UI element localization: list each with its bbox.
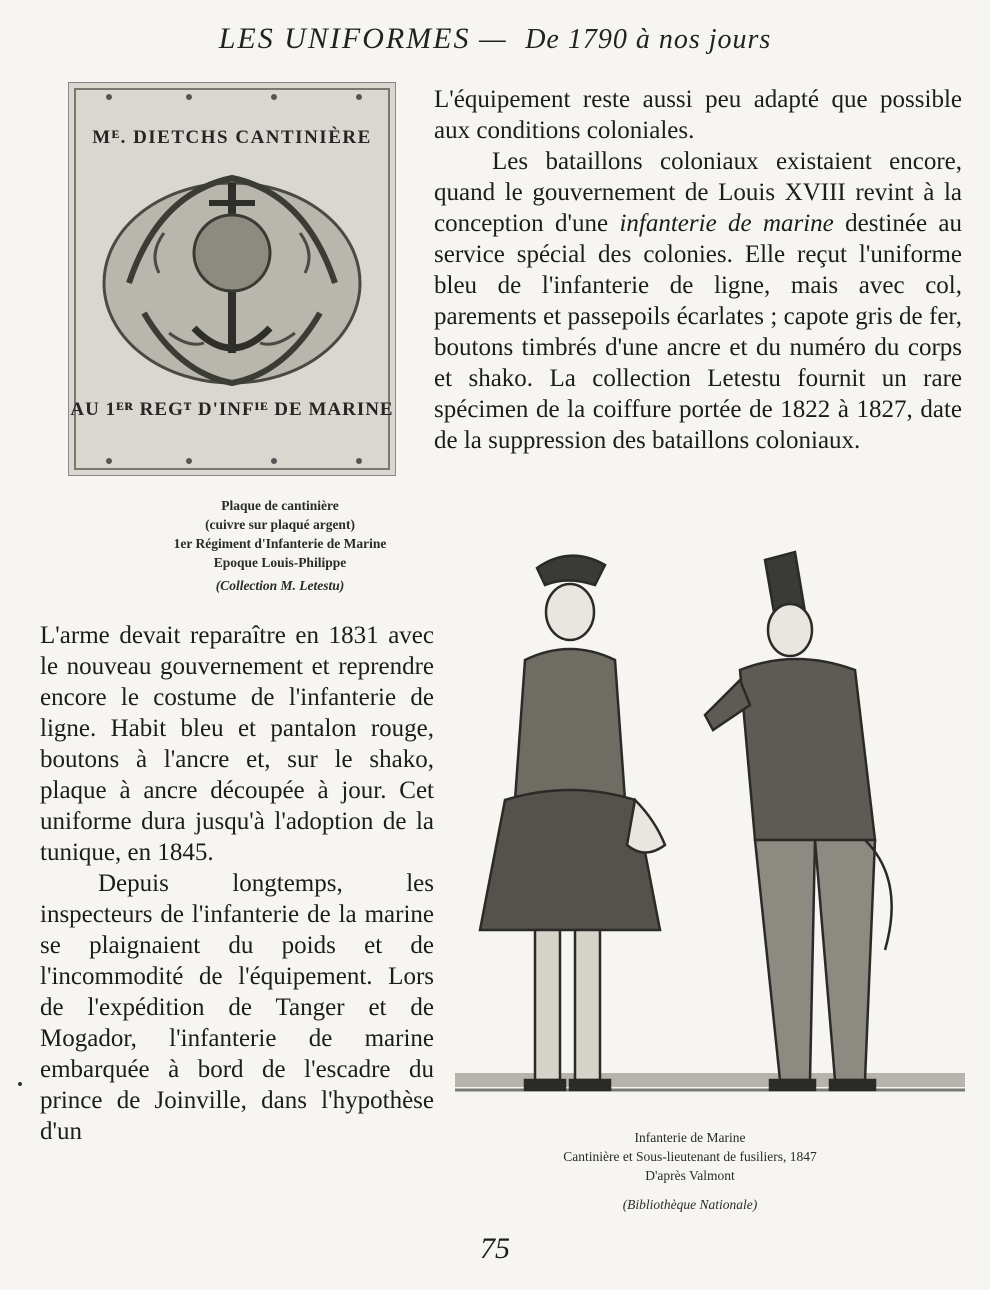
header-title: LES UNIFORMES [218, 22, 471, 55]
illustration-caption-source: (Bibliothèque Nationale) [622, 1197, 758, 1212]
paragraph [434, 146, 962, 456]
paragraph-text: destinée au service spécial des colonies. Elle reçut l'uniforme bleu de l'infanterie de ligne, mais avec col, parements et passepoils écarlates ; capote gris de fer, boutons timbrés d'une ancre et du numéro du corps et shako. La collection Letestu fournit un rare spécimen de la coiffure portée de 1822 à 1827, date de la suppression des bataillons coloniaux. [434, 210, 962, 454]
plate-caption-line: Epoque Louis-Philippe [213, 555, 347, 570]
plate-top-inscription: Mᴱ. DIETCHS CANTINIÈRE [92, 127, 372, 148]
plate-caption-source: (Collection M. Letestu) [215, 578, 345, 593]
right-text-column [434, 84, 962, 456]
soldiers-illustration [455, 540, 965, 1120]
margin-mark [18, 1082, 22, 1086]
illustration-caption-line: D'après Valmont [645, 1168, 735, 1183]
plate-caption-line: Plaque de cantinière [221, 498, 339, 513]
illustration-caption [470, 1128, 910, 1214]
running-header [0, 22, 990, 56]
header-dash: — [479, 22, 507, 55]
cantiniere-plate-image [68, 82, 396, 476]
plate-caption-line: (cuivre sur plaqué argent) [205, 517, 355, 532]
header-subtitle: De 1790 à nos jours [525, 24, 772, 55]
plate-caption-line: 1er Régiment d'Infanterie de Marine [173, 536, 387, 551]
page-number: 75 [480, 1232, 510, 1265]
paragraph: L'arme devait reparaître en 1831 avec le nouveau gouvernement et reprendre encore le costume de l'infanterie de ligne. Habit bleu et pantalon rouge, boutons à l'ancre et, sur le shako, plaque à ancre découpée à jour. Cet uniforme dura jusqu'à l'adoption de la tunique, en 1845. [40, 622, 434, 866]
left-text-column [40, 620, 434, 1147]
emphasis-text: infanterie de marine [619, 210, 834, 237]
paragraph: Depuis longtemps, les inspecteurs de l'infanterie de la marine se plaignaient du poids et de l'incommodité de l'équipement. Lors de l'expédition de Tanger et de Mogador, l'infanterie de marine embarquée à bord de l'escadre du prince de Joinville, dans l'hypothèse d'un [40, 870, 434, 1145]
plate-bottom-inscription: AU 1ᴱᴿ REGᵀ D'INFᴵᴱ DE MARINE [70, 399, 394, 420]
paragraph: L'équipement reste aussi peu adapté que possible aux conditions coloniales. [434, 86, 962, 144]
illustration-caption-line: Infanterie de Marine [634, 1130, 746, 1145]
paragraph-text: Les bataillons coloniaux existaient encore, quand le gouvernement de Louis XVIII revint à la conception d'une [434, 148, 962, 237]
plate-caption [60, 496, 500, 595]
illustration-caption-line: Cantinière et Sous-lieutenant de fusiliers, 1847 [563, 1149, 817, 1164]
